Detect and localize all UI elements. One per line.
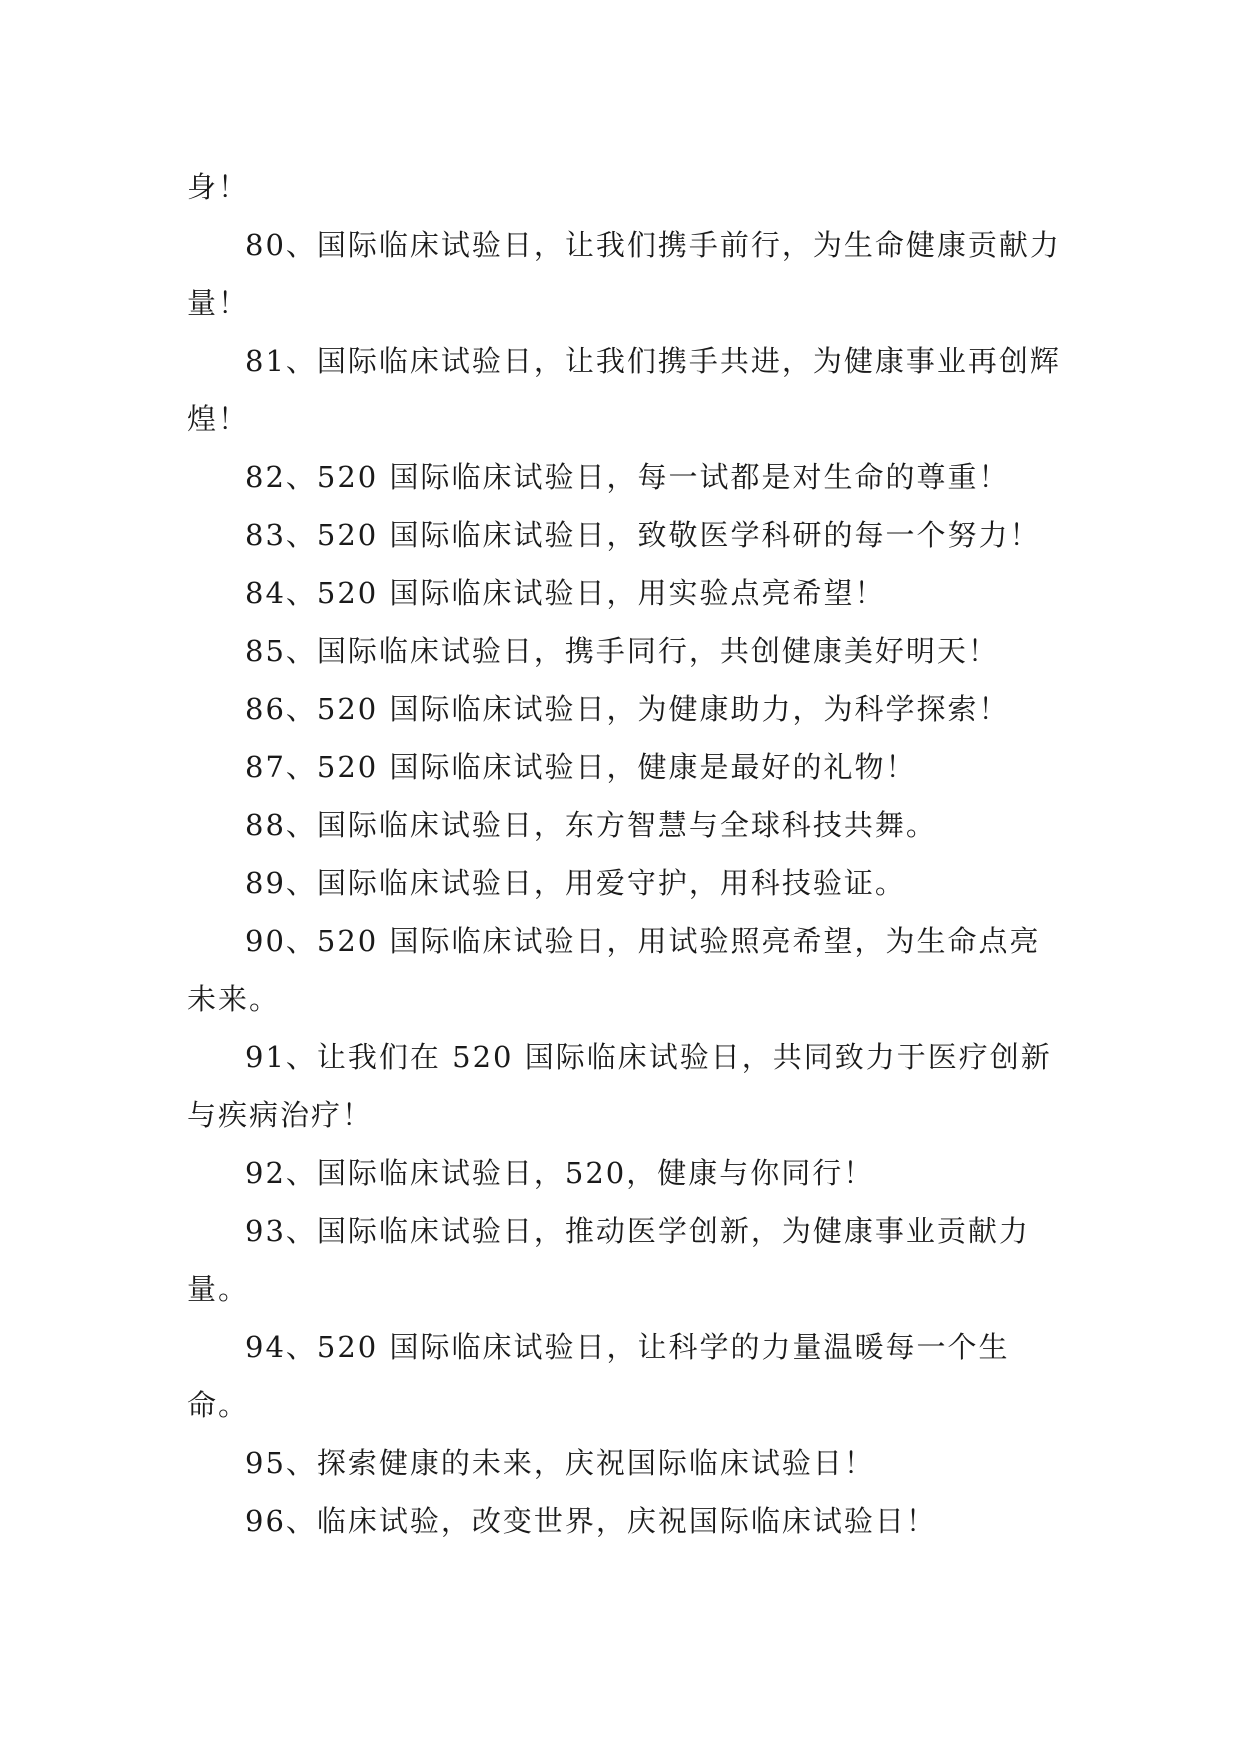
paragraph-83: 83、520 国际临床试验日，致敬医学科研的每一个努力！ [245, 518, 1041, 552]
paragraph-88: 88、国际临床试验日，东方智慧与全球科技共舞。 [245, 808, 937, 842]
paragraph-95: 95、探索健康的未来，庆祝国际临床试验日！ [245, 1446, 875, 1480]
paragraph-81: 81、国际临床试验日，让我们携手共进，为健康事业再创辉煌！ [187, 344, 1061, 436]
paragraph-85: 85、国际临床试验日，携手同行，共创健康美好明天！ [245, 634, 999, 668]
paragraph-84: 84、520 国际临床试验日，用实验点亮希望！ [245, 576, 886, 610]
paragraph-96: 96、临床试验，改变世界，庆祝国际临床试验日！ [245, 1504, 937, 1538]
paragraph-94: 94、520 国际临床试验日，让科学的力量温暖每一个生命。 [187, 1330, 1010, 1422]
paragraph-continuation: 身！ [187, 170, 250, 204]
paragraph-93: 93、国际临床试验日，推动医学创新，为健康事业贡献力量。 [187, 1214, 1030, 1306]
paragraph-91: 91、让我们在 520 国际临床试验日，共同致力于医疗创新与疾病治疗！ [187, 1040, 1052, 1132]
paragraph-86: 86、520 国际临床试验日，为健康助力，为科学探索！ [245, 692, 1010, 726]
document-body [187, 158, 1067, 1550]
paragraph-87: 87、520 国际临床试验日，健康是最好的礼物！ [245, 750, 917, 784]
paragraph-90: 90、520 国际临床试验日，用试验照亮希望，为生命点亮未来。 [187, 924, 1041, 1016]
paragraph-89: 89、国际临床试验日，用爱守护，用科技验证。 [245, 866, 906, 900]
paragraph-82: 82、520 国际临床试验日，每一试都是对生命的尊重！ [245, 460, 1010, 494]
paragraph-80: 80、国际临床试验日，让我们携手前行，为生命健康贡献力量！ [187, 228, 1061, 320]
paragraph-92: 92、国际临床试验日，520，健康与你同行！ [245, 1156, 875, 1190]
